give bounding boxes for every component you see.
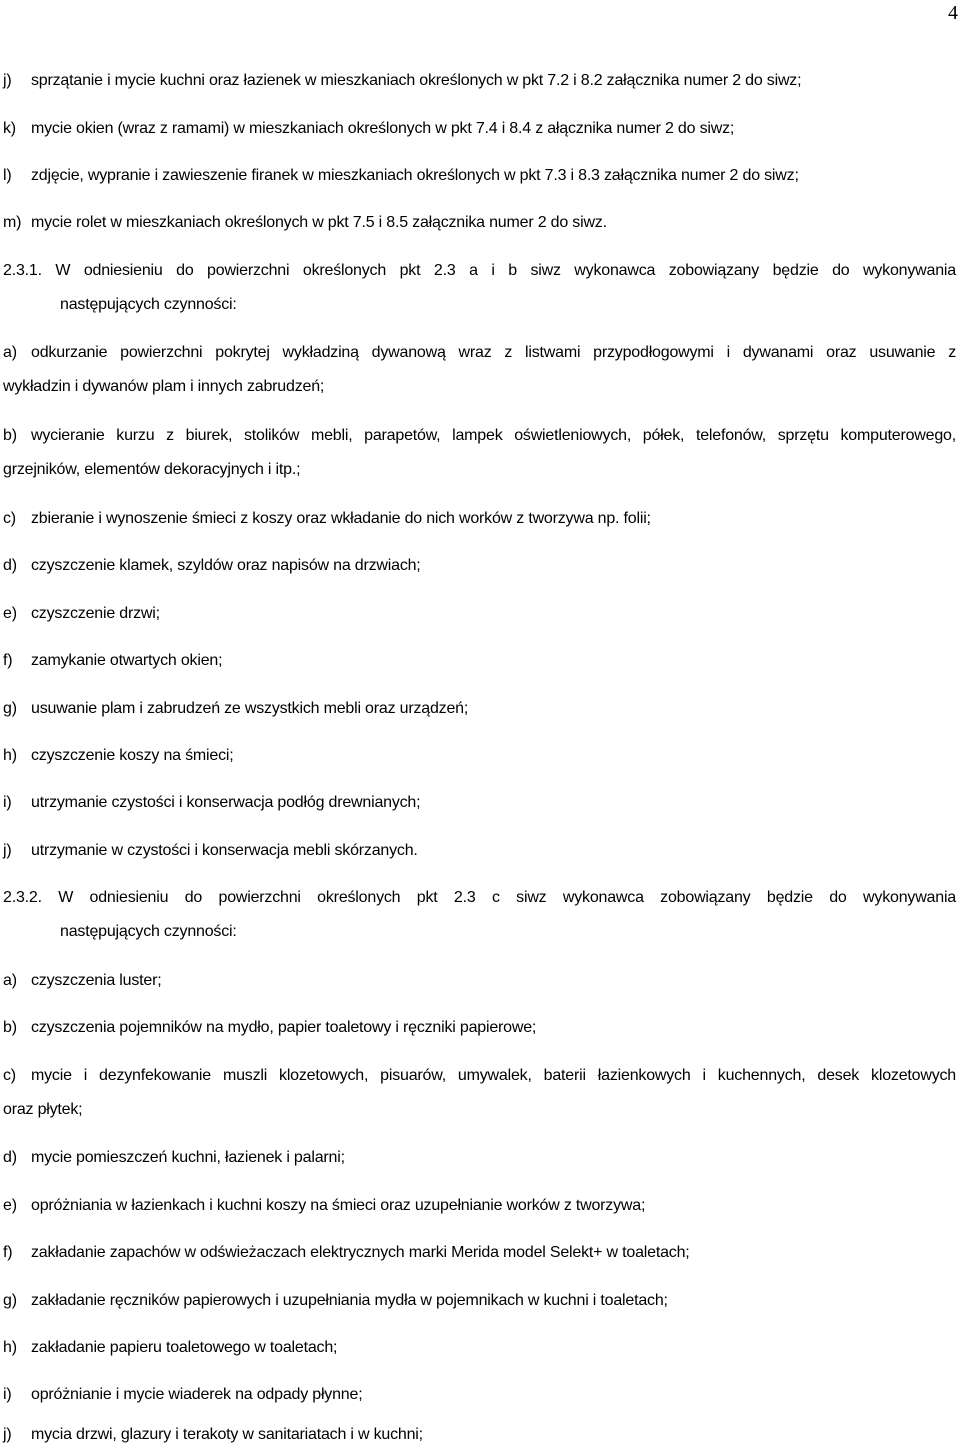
list-marker: g) (3, 1292, 17, 1309)
list-item-continued: wykładzin i dywanów plam i innych zabrudzeń; (3, 378, 325, 395)
list-item (3, 786, 956, 820)
list-item (3, 1284, 956, 1318)
section-heading-2-3-1 (3, 254, 956, 322)
section-heading-2-3-2 (3, 881, 956, 949)
list-item (3, 1378, 956, 1412)
list-item-text: czyszczenie klamek, szyldów oraz napisów na drzwiach; (31, 557, 421, 574)
list-item-text: utrzymanie czystości i konserwacja podłóg drewnianych; (31, 794, 421, 811)
list-item-text: czyszczenia luster; (31, 972, 162, 989)
list-marker: d) (3, 557, 17, 574)
list-marker: i) (3, 794, 12, 811)
list-item-text: mycie rolet w mieszkaniach określonych w pkt 7.5 i 8.5 załącznika numer 2 do siwz. (31, 214, 607, 231)
list-item (3, 834, 956, 868)
list-item-text: czyszczenia pojemników na mydło, papier toaletowy i ręczniki papierowe; (31, 1019, 537, 1036)
list-item (3, 419, 956, 487)
list-marker: m) (3, 214, 22, 231)
list-item-text: utrzymanie w czystości i konserwacja mebli skórzanych. (31, 842, 418, 859)
page-number: 4 (948, 2, 958, 24)
list-item (3, 206, 956, 240)
list-item (3, 739, 956, 773)
list-item-continued: oraz płytek; (3, 1101, 83, 1118)
section-text-continued: następujących czynności: (60, 296, 237, 313)
list-item (3, 1236, 956, 1270)
list-marker: b) (3, 427, 17, 444)
list-item (3, 644, 956, 678)
list-item (3, 64, 956, 98)
section-text: 2.3.1. W odniesieniu do powierzchni określonych pkt 2.3 a i b siwz wykonawca zobowiązany będzie do wykonywania (3, 262, 956, 279)
list-item-text: odkurzanie powierzchni pokrytej wykładziną dywanową wraz z listwami przypodłogowymi i dywanami oraz usuwanie z (31, 344, 956, 361)
list-marker: f) (3, 1244, 13, 1261)
list-marker: i) (3, 1386, 12, 1403)
list-item-text: opróżniania w łazienkach i kuchni koszy na śmieci oraz uzupełnianie worków z tworzywa; (31, 1197, 646, 1214)
list-marker: j) (3, 72, 12, 89)
list-item-text: czyszczenie koszy na śmieci; (31, 747, 234, 764)
list-item-text: wycieranie kurzu z biurek, stolików mebli, parapetów, lampek oświetleniowych, półek, telefonów, sprzętu komputerowego, (31, 427, 956, 444)
list-item-text: mycie okien (wraz z ramami) w mieszkaniach określonych w pkt 7.4 i 8.4 z ałącznika numer 2 do siwz; (31, 120, 735, 137)
list-item-text: opróżnianie i mycie wiaderek na odpady płynne; (31, 1386, 363, 1403)
list-item (3, 1141, 956, 1175)
list-item (3, 692, 956, 726)
list-marker: e) (3, 605, 17, 622)
list-item-text: zdjęcie, wypranie i zawieszenie firanek w mieszkaniach określonych w pkt 7.3 i 8.3 załącznika numer 2 do siwz; (31, 167, 799, 184)
list-item (3, 964, 956, 998)
list-item-text: zakładanie zapachów w odświeżaczach elektrycznych marki Merida model Selekt+ w toaletach; (31, 1244, 690, 1261)
list-item-text: zakładanie papieru toaletowego w toaletach; (31, 1339, 338, 1356)
list-marker: h) (3, 747, 17, 764)
list-marker: g) (3, 700, 17, 717)
list-item-text: zbieranie i wynoszenie śmieci z koszy oraz wkładanie do nich worków z tworzywa np. folii; (31, 510, 651, 527)
list-item (3, 112, 956, 146)
list-marker: d) (3, 1149, 17, 1166)
list-item (3, 597, 956, 631)
list-marker: c) (3, 1067, 16, 1084)
list-item-text: zamykanie otwartych okien; (31, 652, 223, 669)
list-item-text: zakładanie ręczników papierowych i uzupełniania mydła w pojemnikach w kuchni i toaletach; (31, 1292, 668, 1309)
list-marker: l) (3, 167, 12, 184)
list-marker: j) (3, 1426, 12, 1443)
list-marker: k) (3, 120, 16, 137)
list-item-text: czyszczenie drzwi; (31, 605, 160, 622)
list-item (3, 1418, 956, 1452)
list-item-continued: grzejników, elementów dekoracyjnych i itp.; (3, 461, 301, 478)
list-item (3, 502, 956, 536)
list-marker: h) (3, 1339, 17, 1356)
list-item-text: mycie pomieszczeń kuchni, łazienek i palarni; (31, 1149, 345, 1166)
list-item (3, 1189, 956, 1223)
section-text: 2.3.2. W odniesieniu do powierzchni określonych pkt 2.3 c siwz wykonawca zobowiązany będzie do wykonywania (3, 889, 956, 906)
list-marker: j) (3, 842, 12, 859)
list-marker: f) (3, 652, 13, 669)
list-item (3, 549, 956, 583)
list-marker: a) (3, 344, 17, 361)
list-marker: b) (3, 1019, 17, 1036)
list-item (3, 1059, 956, 1127)
list-item (3, 159, 956, 193)
list-marker: c) (3, 510, 16, 527)
list-item-text: mycia drzwi, glazury i terakoty w sanitariatach i w kuchni; (31, 1426, 423, 1443)
list-marker: e) (3, 1197, 17, 1214)
list-item-text: usuwanie plam i zabrudzeń ze wszystkich mebli oraz urządzeń; (31, 700, 469, 717)
list-item-text: sprzątanie i mycie kuchni oraz łazienek w mieszkaniach określonych w pkt 7.2 i 8.2 załącznika numer 2 do siwz; (31, 72, 802, 89)
list-item (3, 1331, 956, 1365)
list-item (3, 336, 956, 404)
list-marker: a) (3, 972, 17, 989)
list-item-text: mycie i dezynfekowanie muszli klozetowych, pisuarów, umywalek, baterii łazienkowych i kuchennych, desek klozetowych (31, 1067, 956, 1084)
list-item (3, 1011, 956, 1045)
section-text-continued: następujących czynności: (60, 923, 237, 940)
